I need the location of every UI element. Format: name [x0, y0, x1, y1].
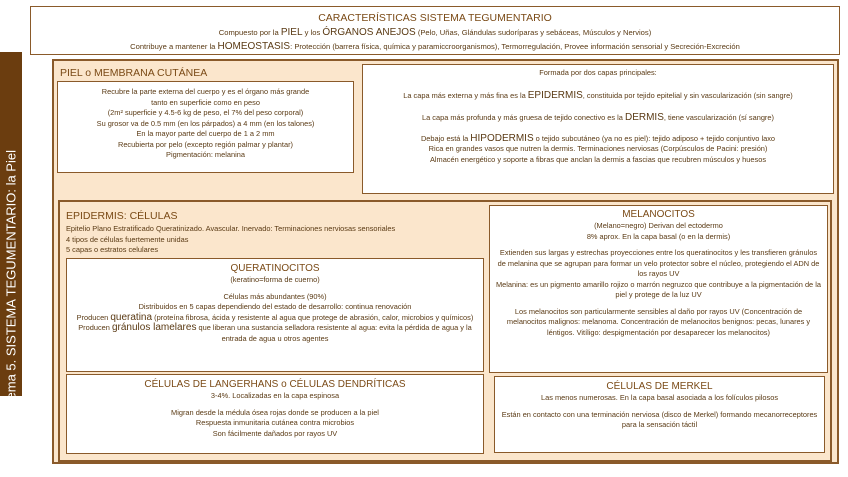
- header-box: [30, 6, 840, 55]
- piel-description-box: [57, 81, 354, 173]
- epidermis-title: EPIDERMIS: CÉLULAS: [66, 210, 178, 222]
- piel-title: PIEL o MEMBRANA CUTÁNEA: [60, 67, 208, 79]
- sidebar-title: Tema 5. SISTEMA TEGUMENTARIO: la Piel: [3, 150, 19, 406]
- layers-intro: Formada por dos capas principales:: [539, 68, 657, 77]
- langerhans-subtitle: 3-4%. Localizadas en la capa espinosa: [210, 391, 340, 400]
- queratinocitos-title: QUERATINOCITOS: [230, 263, 320, 274]
- granulos-line: Producen gránulos lamelares que liberan una sustancia selladora resistente al agua: evita la pérdida de agua y la entrada de agua u otros agentes: [78, 322, 472, 343]
- hipodermis-summary: Debajo está la HIPODERMIS o tejido subcutáneo (ya no es piel): tejido adiposo + tejido conjuntivo laxo: [420, 132, 776, 144]
- langerhans-box: CÉLULAS DE LANGERHANS o CÉLULAS DENDRÍTICAS 3-4%. Localizadas en la capa espinosa Migran desde la médula ósea rojas donde se producen a la piel Respuesta inmunitaria cutánea contra microbios Son fácilmente dañados por rayos UV: [66, 374, 484, 454]
- langerhans-title: CÉLULAS DE LANGERHANS o CÉLULAS DENDRÍTICAS: [144, 379, 406, 390]
- piel-line: Pigmentación: melanina: [166, 150, 245, 159]
- melanocitos-box: MELANOCITOS (Melano=negro) Derivan del ectodermo 8% aprox. En la capa basal (o en la dermis) Extienden sus largas y estrechas proyecciones entre los queratinocitos y les transfieren gránulos de melanina que se agrupan para formar un velo protector sobre el núcleo, protegiendo el ADN de los rayos UV Melanina: es un pigmento amarillo rojizo o marrón negruzco que contribuye a la pigmentación de la piel y protege de la luz UV Los melanocitos son particularmente sensibles al daño por rayos UV (Concentración de melanocitos malignos: melanoma. Concentración de melanocitos benignos: pecas, lunares y léntigos. Vitíligo: despigmentación por desaparecer los melanocitos): [489, 205, 828, 373]
- piel-line: Su grosor va de 0.5 mm (en los párpados) a 4 mm (en los talones): [96, 118, 315, 128]
- dermis-summary: La capa más profunda y más gruesa de tejido conectivo es la DERMIS, tiene vascularización (sí sangre): [422, 112, 774, 123]
- piel-line: En la mayor parte del cuerpo de 1 a 2 mm: [136, 129, 275, 138]
- piel-line: tanto en superficie como en peso: [151, 97, 260, 107]
- queratinocitos-subtitle: (keratino=forma de cuerno): [230, 275, 320, 284]
- queratinocitos-box: QUERATINOCITOS (keratino=forma de cuerno) Células más abundantes (90%) Distribuidos en 5 capas dependiendo del estado de desarrollo: continua renovación Producen queratina (proteína fibrosa, ácida y resistente al agua que protege de abrasión, calor, microbios y químicos) Producen gránulos lamelares que liberan una sustancia selladora resistente al agua: evita la pérdida de agua y la entrada de agua u otros agentes: [66, 258, 484, 372]
- piel-line: Recubre la parte externa del cuerpo y es el órgano más grande: [101, 87, 310, 96]
- piel-layers-box: [362, 64, 834, 194]
- merkel-box: CÉLULAS DE MERKEL Las menos numerosas. En la capa basal asociada a los folículos pilosos Están en contacto con una terminación nerviosa (disco de Merkel) formando mecanorreceptores para la sensación táctil: [494, 376, 825, 453]
- header-line-1: Compuesto por la PIEL y los ÓRGANOS ANEJOS (Pelo, Uñas, Glándulas sudoríparas y sebáceas, Músculos y Nervios): [218, 27, 652, 38]
- page-title: CARACTERÍSTICAS SISTEMA TEGUMENTARIO: [318, 12, 552, 24]
- sidebar-tab: [0, 52, 22, 406]
- epidermis-summary: La capa más externa y más fina es la EPIDERMIS, constituida por tejido epitelial y sin vascularización (sin sangre): [403, 89, 793, 101]
- piel-line: Recubierta por pelo (excepto región palmar y plantar): [117, 139, 293, 149]
- queratina-line: Producen queratina (proteína fibrosa, ácida y resistente al agua que protege de abrasión, calor, microbios y químicos): [76, 311, 474, 323]
- hipodermis-line: Rica en grandes vasos que nutren la dermis. Terminaciones nerviosas (Corpúsculos de Pacini: presión): [428, 144, 768, 153]
- melanocitos-title: MELANOCITOS: [622, 209, 695, 220]
- merkel-title: CÉLULAS DE MERKEL: [606, 381, 713, 392]
- header-line-2: Contribuye a mantener la HOMEOSTASIS: Protección (barrera física, química y paramiccroorganismos), Termorregulación, Provee información sensorial y Secreción-Excreción: [130, 41, 740, 52]
- piel-line: (2m² superficie y 4.5-6 kg de peso, el 7% del peso corporal): [107, 108, 304, 117]
- hipodermis-line: Almacén energético y soporte a fibras que anclan la dermis a fascias que recubren músculos y huesos: [429, 154, 767, 164]
- epidermis-description: Epitelio Plano Estratificado Queratinizado. Avascular. Inervado: Terminaciones nerviosas sensoriales 4 tipos de células fuertemente unidas 5 capas o estratos celulares: [66, 224, 396, 254]
- merkel-subtitle: Las menos numerosas. En la capa basal asociada a los folículos pilosos: [540, 393, 779, 402]
